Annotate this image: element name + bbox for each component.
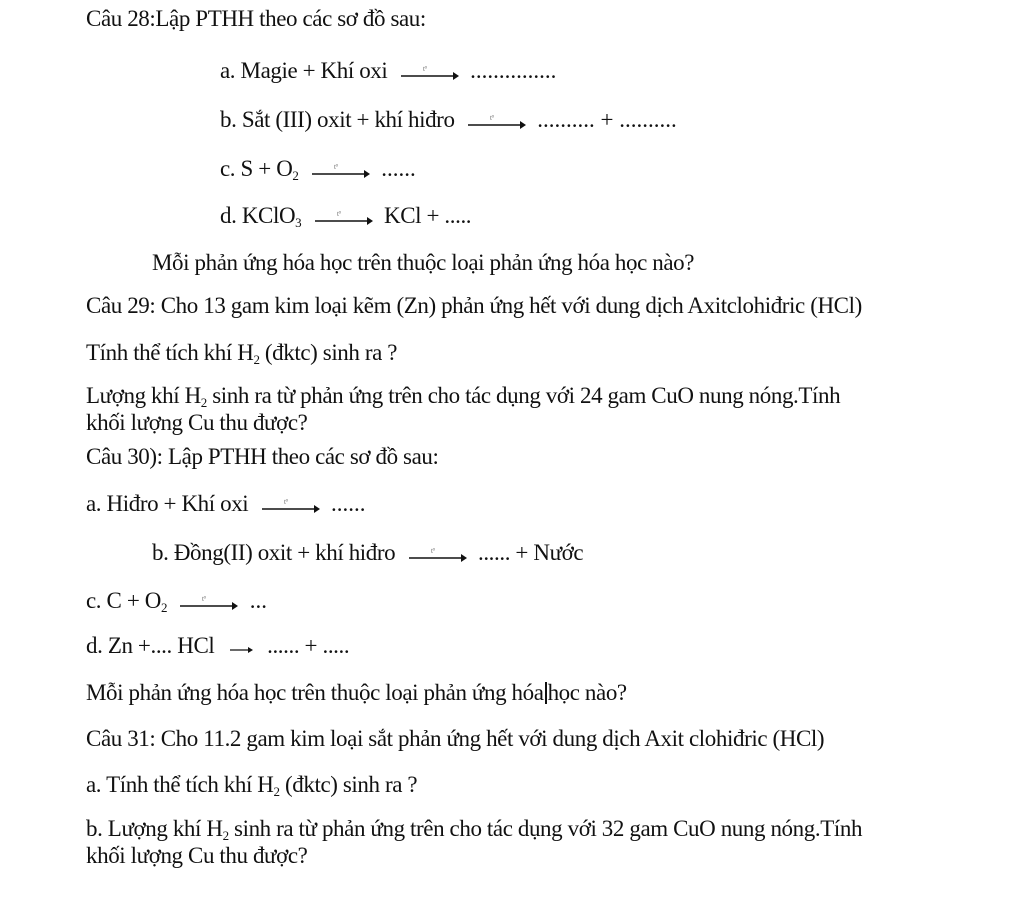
q29-line4: khối lượng Cu thu được?	[86, 410, 308, 435]
q30-question-text-b: học nào?	[547, 680, 627, 705]
q28-d	[220, 203, 471, 236]
arrow-condition: t°	[202, 594, 207, 603]
q31-line3-rest: sinh ra từ phản ứng trên cho tác dụng với 32 gam CuO nung nóng.Tính	[228, 816, 863, 841]
arrow-condition: t°	[430, 546, 435, 555]
q28-b-left: Sắt (III) oxit + khí hiđro	[241, 107, 455, 132]
reaction-arrow-icon	[226, 639, 256, 657]
q31-line4: khối lượng Cu thu được?	[86, 843, 308, 868]
q29-line3-subscript: 2	[200, 395, 207, 410]
q30-a	[86, 491, 366, 517]
reaction-arrow-icon	[399, 64, 459, 82]
q30-d	[86, 633, 349, 659]
q31-line1: Câu 31: Cho 11.2 gam kim loại sắt phản ứng hết với dung dịch Axit clohiđric (HCl)	[86, 726, 825, 751]
q30-c	[86, 588, 267, 621]
q30-question-text-a: Mỗi phản ứng hóa học trên thuộc loại phản ứng hóa	[86, 680, 544, 705]
q28-title: Câu 28:Lập PTHH theo các sơ đồ sau:	[86, 6, 426, 31]
q30-question	[86, 680, 627, 706]
q30-a-product: ......	[331, 491, 366, 516]
q30-b-label: b.	[152, 540, 169, 565]
q28-d-reactant: KClO	[241, 203, 296, 228]
q31-line3-subscript: 2	[222, 828, 229, 843]
arrow-condition: t°	[283, 497, 288, 506]
q29-line1: Câu 29: Cho 13 gam kim loại kẽm (Zn) phản ứng hết với dung dịch Axitclohiđric (HCl)	[86, 293, 862, 318]
q30-a-left: Hiđro + Khí oxi	[106, 491, 249, 516]
q29-line2	[86, 340, 397, 373]
q28-c-subscript: 2	[292, 168, 299, 183]
reaction-arrow-icon	[310, 162, 370, 180]
q28-c	[220, 156, 416, 189]
q30-b-left: Đồng(II) oxit + khí hiđro	[173, 540, 396, 565]
reaction-arrow-icon	[407, 546, 467, 564]
q29-line3-text: Lượng khí H	[86, 383, 201, 408]
reaction-arrow-icon	[313, 209, 373, 227]
q28-d-label: d.	[220, 203, 237, 228]
q29-line2-subscript: 2	[253, 352, 260, 367]
reaction-arrow-icon	[178, 594, 238, 612]
q28-b-products: .......... + ..........	[537, 107, 677, 132]
q29-line3-rest: sinh ra từ phản ứng trên cho tác dụng với 24 gam CuO nung nóng.Tính	[206, 383, 841, 408]
q28-b-label: b.	[220, 107, 237, 132]
q30-b	[152, 540, 583, 566]
arrow-condition: t°	[422, 64, 427, 73]
q29-line2-text: Tính thể tích khí H	[86, 340, 254, 365]
q31-line2-subscript: 2	[273, 784, 280, 799]
q28-b	[220, 107, 677, 133]
q30-title: Câu 30): Lập PTHH theo các sơ đồ sau:	[86, 444, 439, 469]
q30-c-label: c.	[86, 588, 102, 613]
q28-a-product: ...............	[470, 58, 557, 83]
q28-c-product: ......	[381, 156, 416, 181]
q30-c-reactants: C + O	[106, 588, 161, 613]
q28-question: Mỗi phản ứng hóa học trên thuộc loại phản ứng hóa học nào?	[152, 250, 695, 275]
q30-a-label: a.	[86, 491, 102, 516]
q31-line2	[86, 772, 417, 805]
q28-d-subscript: 3	[295, 215, 302, 230]
q31-line2-text: a. Tính thể tích khí H	[86, 772, 274, 797]
text-cursor	[545, 682, 547, 704]
q31-line3-text: b. Lượng khí H	[86, 816, 223, 841]
q29-line2-rest: (đktc) sinh ra ?	[259, 340, 398, 365]
q28-a	[220, 58, 556, 84]
q30-d-label: d.	[86, 633, 103, 658]
q30-d-reactants: Zn +.... HCl	[107, 633, 215, 658]
q30-c-subscript: 2	[160, 600, 168, 615]
q28-c-label: c.	[220, 156, 236, 181]
q30-c-product: ...	[249, 588, 268, 613]
arrow-condition: t°	[336, 209, 341, 218]
q30-b-products: ...... + Nước	[477, 540, 584, 565]
q28-a-left: Magie + Khí oxi	[240, 58, 388, 83]
q28-c-reactants: S + O	[240, 156, 293, 181]
q31-line2-rest: (đktc) sinh ra ?	[279, 772, 418, 797]
q28-d-products: KCl + .....	[384, 203, 472, 228]
arrow-condition: t°	[333, 162, 338, 171]
arrow-condition: t°	[489, 113, 494, 122]
reaction-arrow-icon	[260, 497, 320, 515]
q30-d-products: ...... + .....	[267, 633, 350, 658]
reaction-arrow-icon	[466, 113, 526, 131]
q28-a-label: a.	[220, 58, 236, 83]
